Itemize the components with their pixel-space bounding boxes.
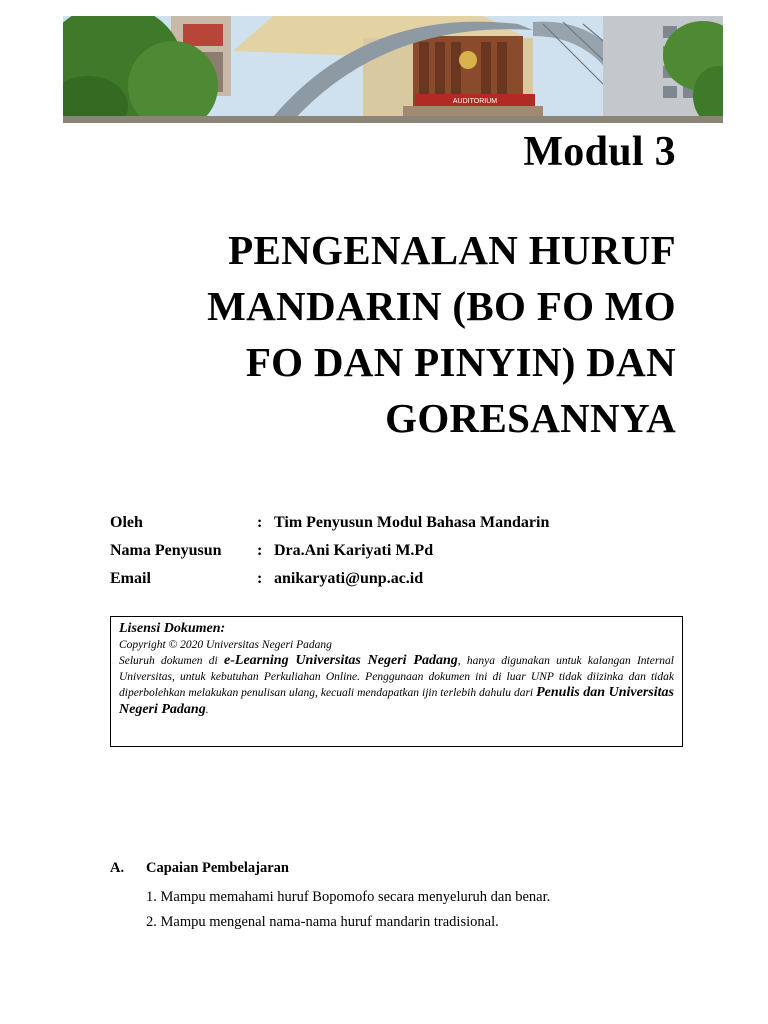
module-title-line: FO DAN PINYIN) DAN (245, 339, 676, 385)
info-label: Oleh (110, 514, 143, 531)
info-separator: : (257, 514, 263, 531)
auditorium-sign-text: AUDITORIUM (452, 98, 498, 105)
learning-outcome-item: 2. Mampu mengenal nama-nama huruf mandarin tradisional. (146, 914, 499, 930)
info-label: Email (110, 570, 151, 587)
license-body (119, 653, 674, 718)
email-link[interactable]: anikaryati@unp.ac.id (274, 570, 424, 587)
section-heading (110, 860, 670, 885)
info-row-oleh (110, 514, 690, 542)
license-text: . (205, 703, 209, 716)
module-number-heading: Modul 3 (523, 129, 676, 175)
license-text: , hanya digunakan untuk kalangan Internal Universitas, untuk kebutuhan Perkuliahan Online. Penggunaan dokumen ini di luar UNP tidak diizinka dan tidak diperbolehkan melakukan penulisan ulang, kecuali mendapatkan ijin terlebih dahulu dari (119, 655, 675, 699)
module-title-line: PENGENALAN HURUF (228, 227, 676, 273)
info-row-nama-penyusun (110, 542, 690, 570)
license-text: Seluruh dokumen di (119, 655, 225, 667)
module-title (116, 222, 676, 446)
license-title: Lisensi Dokumen: (119, 621, 226, 636)
info-value: Tim Penyusun Modul Bahasa Mandarin (274, 514, 550, 531)
info-row-email (110, 570, 690, 598)
license-box (110, 616, 683, 747)
section-letter: A. (110, 860, 125, 876)
module-title-line: MANDARIN (BO FO MO (207, 283, 676, 329)
campus-auditorium-illustration (63, 16, 723, 123)
header-banner-image (63, 16, 723, 123)
info-value: Dra.Ani Kariyati M.Pd (274, 542, 434, 559)
license-emphasis: Penulis dan Universitas Negeri Padang (119, 685, 674, 717)
license-emphasis: e-Learning Universitas Negeri Padang (224, 653, 458, 668)
license-copyright: Copyright © 2020 Universitas Negeri Padang (119, 639, 332, 651)
learning-outcome-item: 1. Mampu memahami huruf Bopomofo secara menyeluruh dan benar. (146, 889, 551, 905)
section-title: Capaian Pembelajaran (146, 860, 289, 876)
author-info (110, 514, 690, 598)
info-separator: : (257, 570, 263, 587)
info-label: Nama Penyusun (110, 542, 222, 559)
module-title-line: GORESANNYA (385, 395, 676, 441)
section-capaian-pembelajaran (110, 860, 670, 935)
info-separator: : (257, 542, 263, 559)
